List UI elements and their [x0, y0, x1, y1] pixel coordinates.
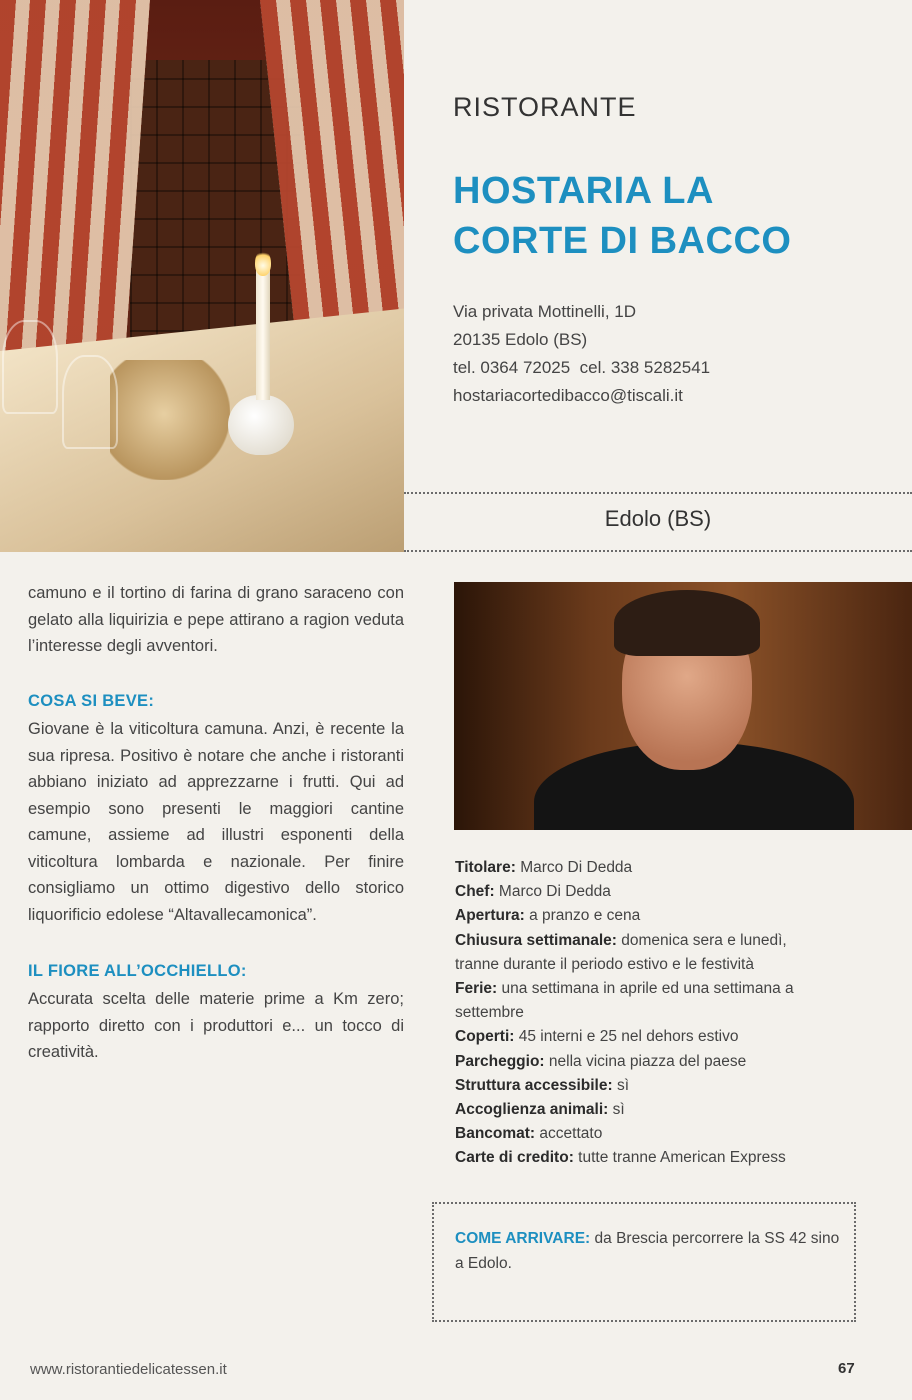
- intro-paragraph: camuno e il tortino di farina di grano saraceno con gelato alla liquirizia e pepe attirano a ragion veduta l’interesse degli avventori.: [28, 584, 404, 655]
- title-line-2: CORTE DI BACCO: [453, 220, 792, 262]
- location-banner: Edolo (BS): [604, 506, 712, 531]
- page-number: 67: [838, 1360, 855, 1377]
- city-zip: 20135 Edolo (BS): [453, 330, 588, 349]
- arrive-heading: COME ARRIVARE:: [455, 1230, 591, 1247]
- info-row: Bancomat: accettato: [455, 1125, 603, 1143]
- email[interactable]: hostariacortedibacco@tiscali.it: [453, 386, 683, 405]
- candle: [256, 270, 270, 400]
- candle-holder: [228, 395, 294, 455]
- arrive-text: [455, 1226, 840, 1276]
- divider-bottom: [404, 550, 912, 552]
- address: Via privata Mottinelli, 1D: [453, 302, 636, 321]
- info-row: Ferie: una settimana in aprile ed una settimana a settembre: [455, 980, 794, 1022]
- info-row: Accoglienza animali: sì: [455, 1101, 625, 1119]
- info-row: Struttura accessibile: sì: [455, 1076, 630, 1094]
- info-row: Chef: Marco Di Dedda: [455, 883, 611, 901]
- wine-glass: [62, 355, 118, 449]
- candle-flame: [255, 250, 271, 276]
- section-text-highlight: Accurata scelta delle materie prime a Km zero; rapporto diretto con i produttori e... un tocco di creatività.: [28, 990, 404, 1061]
- category-label: RISTORANTE: [453, 92, 637, 122]
- phone: tel. 0364 72025 cel. 338 5282541: [453, 358, 711, 377]
- chef-portrait: [454, 582, 912, 830]
- info-row: Apertura: a pranzo e cena: [455, 907, 641, 925]
- info-row: Chiusura settimanale: domenica sera e lunedì, tranne durante il periodo estivo e le festività: [455, 931, 787, 973]
- restaurant-photo: [0, 0, 404, 552]
- wine-glass: [2, 320, 58, 414]
- info-row: Titolare: Marco Di Dedda: [455, 859, 633, 876]
- divider-top: [404, 492, 912, 494]
- section-heading-highlight: IL FIORE ALL’OCCHIELLO:: [28, 962, 247, 980]
- info-row: Carte di credito: tutte tranne American Express: [455, 1149, 786, 1167]
- footer-website[interactable]: www.ristorantiedelicatessen.it: [30, 1361, 227, 1378]
- info-row: Parcheggio: nella vicina piazza del paese: [455, 1052, 747, 1070]
- restaurant-title: [453, 166, 791, 266]
- info-row: Coperti: 45 interni e 25 nel dehors estivo: [455, 1028, 739, 1046]
- info-list: [455, 856, 815, 1171]
- chef-hair: [614, 590, 760, 656]
- title-line-1: HOSTARIA LA: [453, 170, 714, 212]
- napkin: [110, 360, 230, 480]
- section-heading-drink: COSA SI BEVE:: [28, 692, 155, 710]
- section-text-drink: Giovane è la viticoltura camuna. Anzi, è recente la sua ripresa. Positivo è notare che anche i ristoranti abbiano iniziato ad apprezzarne i frutti. Qui ad esempio sono presenti le maggiori cantine camune, assieme ad illustri esponenti della viticoltura lombarda e nazionale. Per finire consigliamo un ottimo digestivo dello storico liquorificio edolese “Altavallecamonica”.: [28, 720, 404, 924]
- arrive-directions: da Brescia percorrere la SS 42 sino a Edolo.: [455, 1230, 840, 1272]
